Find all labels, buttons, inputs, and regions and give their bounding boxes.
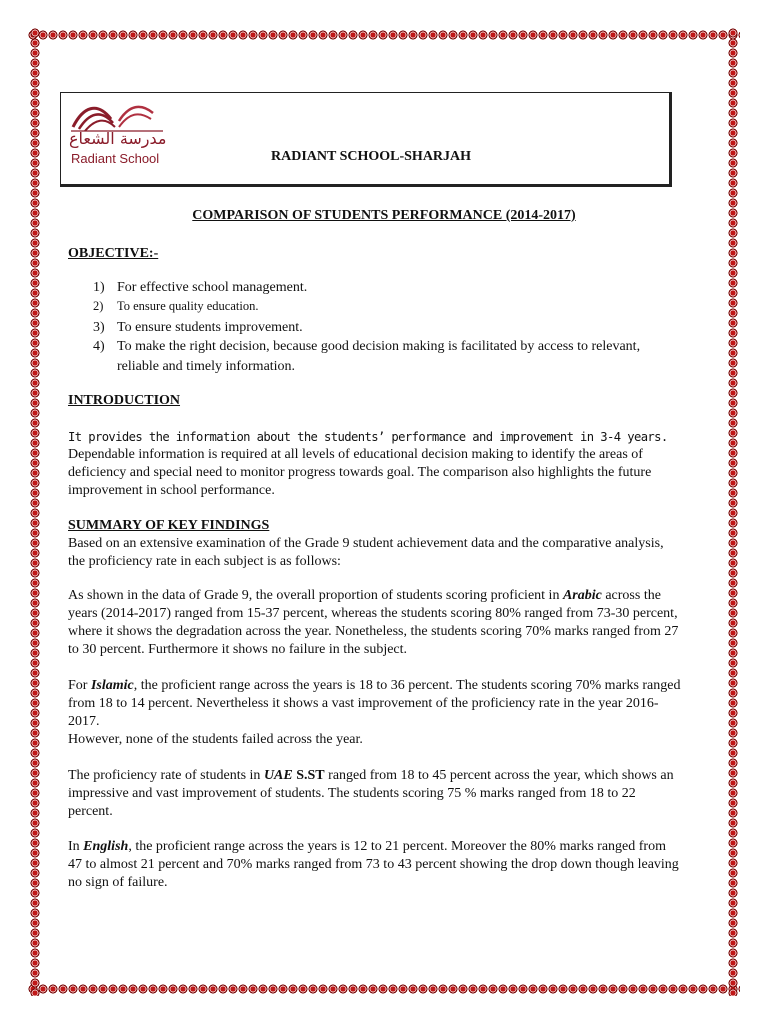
decorative-border-top bbox=[28, 28, 740, 42]
objective-heading: OBJECTIVE:- bbox=[68, 246, 159, 261]
subject-english: English bbox=[83, 839, 129, 854]
list-item: 1) For effective school management. bbox=[93, 280, 308, 295]
school-name: RADIANT SCHOOL-SHARJAH bbox=[271, 149, 472, 164]
introduction-paragraph bbox=[68, 428, 683, 500]
logo-arabic-text: مدرسة الشعاع bbox=[69, 129, 167, 148]
logo-english-text: Radiant School bbox=[71, 151, 160, 166]
list-item: 2) To ensure quality education. bbox=[93, 299, 259, 313]
subject-arabic: Arabic bbox=[562, 588, 602, 603]
book-icon bbox=[67, 97, 167, 133]
introduction-first-line: It provides the information about the students’ performance and improvement in 3-4 years. bbox=[68, 430, 668, 444]
decorative-border-right bbox=[726, 28, 740, 996]
summary-intro: Based on an extensive examination of the Grade 9 student achievement data and the comparative analysis, the proficiency rate in each subject is as follows: bbox=[68, 536, 664, 569]
islamic-paragraph: For Islamic, the proficient range across the years is 18 to 36 percent. The students scoring 70% marks ranged from 18 to 14 percent. Nevertheless it shows a vast improvement of the proficiency rate in the year 2016-2017. However, none of the students failed across the year. bbox=[68, 678, 681, 747]
uae-paragraph: The proficiency rate of students in UAE S.ST ranged from 18 to 45 percent across the year, which shows an impressive and vast improvement of students. The students scoring 75 % marks ranged from 18 to 22 percent. bbox=[68, 768, 674, 819]
subject-uae: UAE bbox=[263, 768, 293, 783]
summary-heading: SUMMARY OF KEY FINDINGS bbox=[68, 518, 270, 533]
english-paragraph: In English, the proficient range across the years is 12 to 21 percent. Moreover the 80% marks ranged from 47 to almost 21 percent and 70% marks ranged from 73 to 43 percent showing the drop down though leaving no sign of failure. bbox=[68, 839, 679, 890]
subject-islamic: Islamic bbox=[90, 678, 134, 693]
objectives-list bbox=[93, 278, 673, 377]
page-title: COMPARISON OF STUDENTS PERFORMANCE (2014-2017) bbox=[192, 208, 576, 223]
list-item: 4) To make the right decision, because good decision making is facilitated by access to relevant, reliable and timely information. bbox=[93, 339, 641, 374]
introduction-body: Dependable information is required at all levels of educational decision making to identify the areas of deficiency and special need to monitor progress towards goal. The comparison also highlights the future improvement in school performance. bbox=[68, 447, 652, 498]
introduction-heading: INTRODUCTION bbox=[68, 393, 181, 408]
subject-sst: S.ST bbox=[292, 768, 325, 783]
school-logo bbox=[67, 97, 177, 167]
arabic-paragraph: As shown in the data of Grade 9, the overall proportion of students scoring proficient in Arabic across the years (2014-2017) ranged from 15-37 percent, whereas the students scoring 80% ranged from 73-30 percent, where it shows the degradation across the year. Nonetheless, the students scoring 70% marks ranged from 27 to 30 percent. Furthermore it shows no failure in the subject. bbox=[68, 588, 679, 657]
decorative-border-left bbox=[28, 28, 42, 996]
decorative-border-bottom bbox=[28, 982, 740, 996]
list-item: 3) To ensure students improvement. bbox=[93, 320, 303, 335]
header-box bbox=[60, 92, 672, 187]
